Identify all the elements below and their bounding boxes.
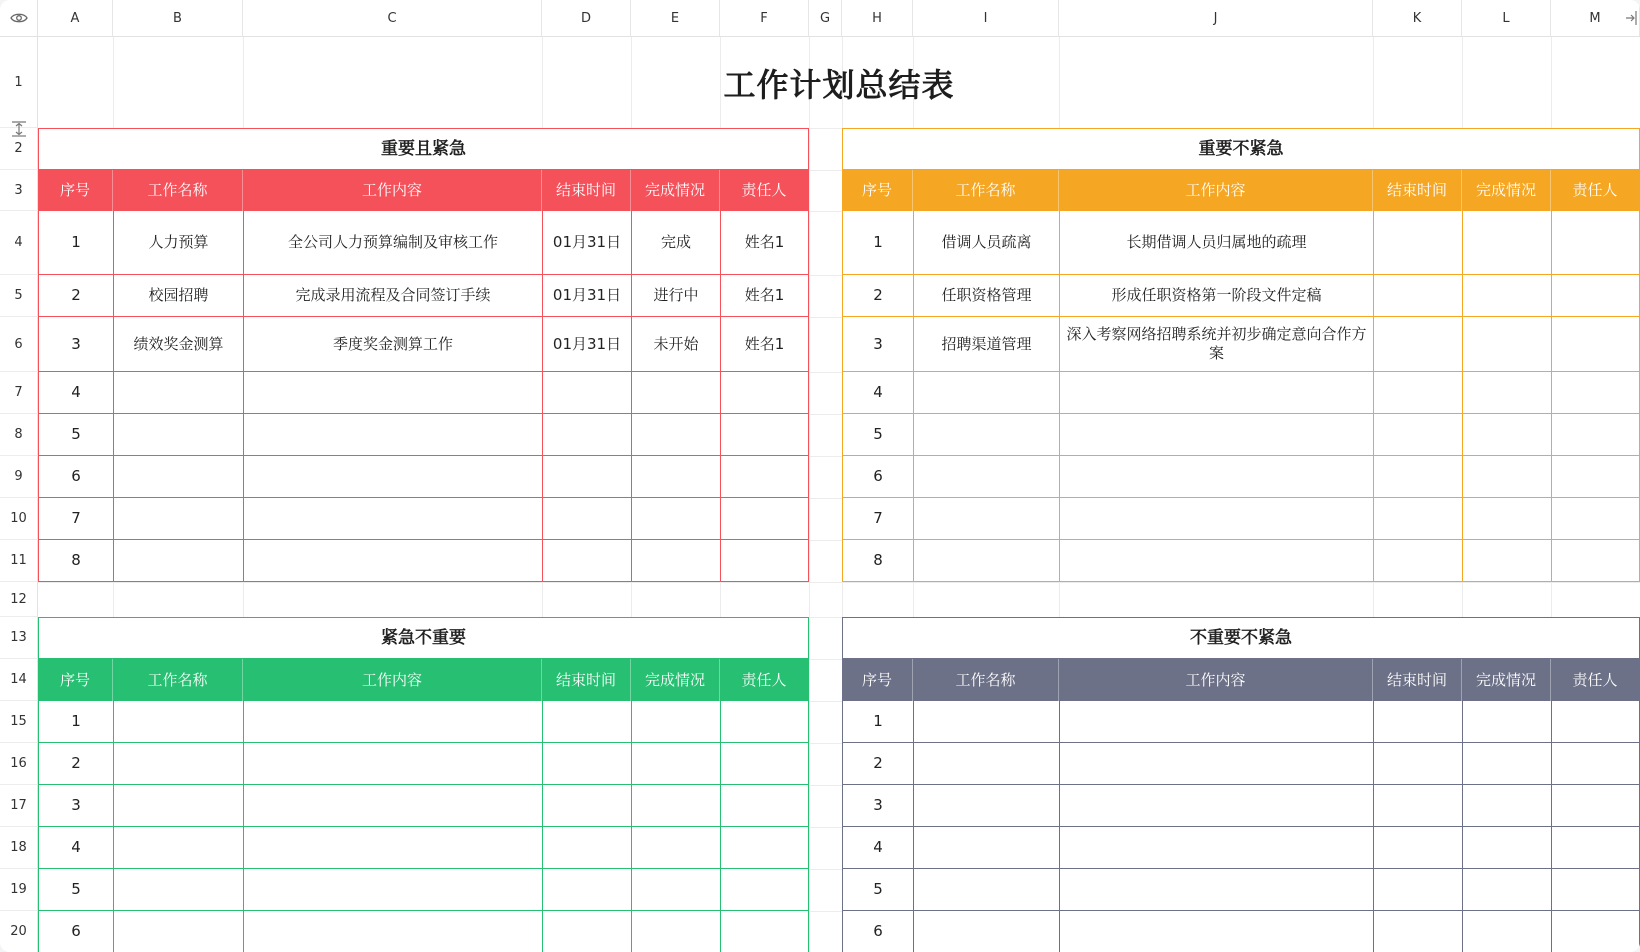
table-cell[interactable]: [1462, 275, 1551, 317]
table-cell[interactable]: [1373, 701, 1462, 743]
header-cell[interactable]: 责任人: [720, 659, 809, 701]
table-cell[interactable]: [542, 456, 631, 498]
table-cell[interactable]: [113, 414, 243, 456]
column-header-B[interactable]: B: [113, 0, 243, 37]
table-cell[interactable]: [1462, 911, 1551, 952]
table-cell[interactable]: [631, 743, 720, 785]
table-cell[interactable]: [1462, 317, 1551, 372]
header-cell[interactable]: 责任人: [1551, 659, 1640, 701]
quadrant-border-left: [842, 659, 843, 952]
row-header-2[interactable]: 2: [0, 128, 38, 170]
table-cell[interactable]: [243, 414, 542, 456]
table-cell[interactable]: [542, 498, 631, 540]
table-cell[interactable]: [243, 869, 542, 911]
select-all-corner[interactable]: [0, 0, 38, 37]
table-cell[interactable]: [243, 540, 542, 582]
table-cell[interactable]: [113, 785, 243, 827]
row-header-10[interactable]: 10: [0, 498, 38, 540]
table-cell[interactable]: [1462, 540, 1551, 582]
header-cell[interactable]: 结束时间: [542, 170, 631, 211]
quadrant-title[interactable]: 紧急不重要: [38, 617, 809, 659]
table-cell[interactable]: [913, 456, 1059, 498]
table-cell[interactable]: [720, 540, 809, 582]
table-cell[interactable]: 形成任职资格第一阶段文件定稿: [1059, 275, 1373, 317]
table-cell[interactable]: [243, 701, 542, 743]
table-cell[interactable]: [631, 498, 720, 540]
table-cell[interactable]: [631, 456, 720, 498]
table-cell[interactable]: [720, 911, 809, 952]
sheet-title[interactable]: 工作计划总结表: [723, 65, 955, 104]
table-cell[interactable]: [720, 414, 809, 456]
table-cell[interactable]: [1059, 372, 1373, 414]
table-cell[interactable]: [1462, 211, 1551, 275]
table-cell[interactable]: [720, 743, 809, 785]
header-cell[interactable]: 工作内容: [243, 170, 542, 211]
table-cell[interactable]: [1059, 743, 1373, 785]
table-cell[interactable]: 3: [842, 317, 913, 372]
table-cell[interactable]: [1373, 911, 1462, 952]
table-cell[interactable]: [243, 456, 542, 498]
header-cell[interactable]: 序号: [842, 659, 913, 701]
table-cell[interactable]: 人力预算: [113, 211, 243, 275]
table-cell[interactable]: [1373, 414, 1462, 456]
table-cell[interactable]: 2: [842, 743, 913, 785]
quadrant-border-right: [808, 659, 809, 952]
table-cell[interactable]: [1373, 869, 1462, 911]
table-cell[interactable]: [913, 498, 1059, 540]
table-cell[interactable]: [113, 911, 243, 952]
header-cell[interactable]: 责任人: [720, 170, 809, 211]
table-cell[interactable]: [913, 827, 1059, 869]
table-cell[interactable]: [1373, 275, 1462, 317]
table-cell[interactable]: [113, 540, 243, 582]
table-cell[interactable]: 2: [38, 275, 113, 317]
table-cell[interactable]: 4: [842, 372, 913, 414]
table-cell[interactable]: 5: [842, 869, 913, 911]
table-cell[interactable]: 全公司人力预算编制及审核工作: [243, 211, 542, 275]
row-header-11[interactable]: 11: [0, 540, 38, 582]
table-cell[interactable]: [631, 911, 720, 952]
header-cell[interactable]: 完成情况: [631, 170, 720, 211]
table-cell[interactable]: 校园招聘: [113, 275, 243, 317]
table-cell[interactable]: [913, 911, 1059, 952]
table-cell[interactable]: [113, 743, 243, 785]
table-cell[interactable]: [1551, 869, 1640, 911]
table-cell[interactable]: [113, 498, 243, 540]
table-cell[interactable]: 1: [38, 211, 113, 275]
table-cell[interactable]: 姓名1: [720, 275, 809, 317]
table-cell[interactable]: 季度奖金测算工作: [243, 317, 542, 372]
header-cell[interactable]: 工作名称: [113, 659, 243, 701]
row-header-12[interactable]: 12: [0, 582, 38, 617]
header-cell[interactable]: 工作名称: [913, 170, 1059, 211]
header-cell[interactable]: 完成情况: [1462, 659, 1551, 701]
table-cell[interactable]: [1462, 827, 1551, 869]
quadrant-border-right: [808, 170, 809, 582]
table-cell[interactable]: [1059, 414, 1373, 456]
table-cell[interactable]: [1462, 498, 1551, 540]
table-cell[interactable]: [1373, 456, 1462, 498]
table-cell[interactable]: [720, 869, 809, 911]
table-cell[interactable]: [113, 827, 243, 869]
table-cell[interactable]: [631, 785, 720, 827]
table-cell[interactable]: [720, 785, 809, 827]
row-header-16[interactable]: 16: [0, 743, 38, 785]
row-header-9[interactable]: 9: [0, 456, 38, 498]
table-cell[interactable]: [1551, 456, 1640, 498]
table-cell[interactable]: [1059, 869, 1373, 911]
table-cell[interactable]: [913, 372, 1059, 414]
table-cell[interactable]: [1551, 911, 1640, 952]
table-cell[interactable]: [631, 701, 720, 743]
table-cell[interactable]: [913, 785, 1059, 827]
table-cell[interactable]: 借调人员疏离: [913, 211, 1059, 275]
grid-row-line: [38, 582, 1640, 583]
table-cell[interactable]: [1551, 743, 1640, 785]
table-cell[interactable]: [1462, 456, 1551, 498]
table-cell[interactable]: [913, 743, 1059, 785]
table-cell[interactable]: [243, 785, 542, 827]
table-cell[interactable]: 完成录用流程及合同签订手续: [243, 275, 542, 317]
grid-column-line: [809, 37, 810, 952]
table-cell[interactable]: 任职资格管理: [913, 275, 1059, 317]
table-cell[interactable]: 姓名1: [720, 211, 809, 275]
table-cell[interactable]: 5: [38, 869, 113, 911]
table-cell[interactable]: [1551, 414, 1640, 456]
table-cell[interactable]: [1373, 540, 1462, 582]
table-cell[interactable]: [1551, 827, 1640, 869]
table-cell[interactable]: 8: [38, 540, 113, 582]
header-cell[interactable]: 完成情况: [1462, 170, 1551, 211]
table-cell[interactable]: [113, 701, 243, 743]
table-cell[interactable]: [542, 869, 631, 911]
table-cell[interactable]: [113, 456, 243, 498]
table-cell[interactable]: [1462, 414, 1551, 456]
table-cell[interactable]: [1551, 211, 1640, 275]
row-header-17[interactable]: 17: [0, 785, 38, 827]
column-header-E[interactable]: E: [631, 0, 720, 37]
table-cell[interactable]: [542, 785, 631, 827]
table-cell[interactable]: [631, 540, 720, 582]
table-cell[interactable]: [720, 372, 809, 414]
column-header-A[interactable]: A: [38, 0, 113, 37]
row-header-3[interactable]: 3: [0, 170, 38, 211]
eye-icon[interactable]: [10, 12, 28, 24]
row-header-6[interactable]: 6: [0, 317, 38, 372]
quadrant-title[interactable]: 重要且紧急: [38, 128, 809, 170]
row-header-14[interactable]: 14: [0, 659, 38, 701]
table-cell[interactable]: [1373, 785, 1462, 827]
column-header-F[interactable]: F: [720, 0, 809, 37]
table-cell[interactable]: [243, 743, 542, 785]
table-cell[interactable]: 1: [842, 701, 913, 743]
table-cell[interactable]: 4: [842, 827, 913, 869]
table-cell[interactable]: [1551, 372, 1640, 414]
column-header-C[interactable]: C: [243, 0, 542, 37]
table-cell[interactable]: [1059, 456, 1373, 498]
table-cell[interactable]: [1373, 211, 1462, 275]
table-cell[interactable]: [542, 911, 631, 952]
header-cell[interactable]: 工作名称: [913, 659, 1059, 701]
table-cell[interactable]: [1551, 498, 1640, 540]
table-cell[interactable]: [542, 827, 631, 869]
table-cell[interactable]: [1462, 869, 1551, 911]
row-header-15[interactable]: 15: [0, 701, 38, 743]
table-cell[interactable]: [542, 743, 631, 785]
column-header-J[interactable]: J: [1059, 0, 1373, 37]
column-header-L[interactable]: L: [1462, 0, 1551, 37]
table-cell[interactable]: [631, 827, 720, 869]
table-cell[interactable]: [1551, 317, 1640, 372]
table-cell[interactable]: 进行中: [631, 275, 720, 317]
quadrant-title[interactable]: 重要不紧急: [842, 128, 1640, 170]
table-cell[interactable]: [913, 414, 1059, 456]
row-header-8[interactable]: 8: [0, 414, 38, 456]
table-cell[interactable]: [1059, 540, 1373, 582]
table-cell[interactable]: [1551, 275, 1640, 317]
table-cell[interactable]: 5: [842, 414, 913, 456]
table-cell[interactable]: 2: [38, 743, 113, 785]
table-cell[interactable]: 01月31日: [542, 211, 631, 275]
column-header-M[interactable]: M: [1551, 0, 1640, 37]
header-cell[interactable]: 工作名称: [113, 170, 243, 211]
table-cell[interactable]: [720, 701, 809, 743]
table-cell[interactable]: 6: [842, 456, 913, 498]
table-cell[interactable]: 4: [38, 372, 113, 414]
row-header-4[interactable]: 4: [0, 211, 38, 275]
table-cell[interactable]: [542, 372, 631, 414]
table-cell[interactable]: [1462, 785, 1551, 827]
row-header-5[interactable]: 5: [0, 275, 38, 317]
quadrant-title[interactable]: 不重要不紧急: [842, 617, 1640, 659]
table-cell[interactable]: [243, 498, 542, 540]
table-cell[interactable]: [113, 869, 243, 911]
table-cell[interactable]: [243, 372, 542, 414]
table-cell[interactable]: 姓名1: [720, 317, 809, 372]
table-cell[interactable]: [1551, 701, 1640, 743]
table-cell[interactable]: 3: [38, 785, 113, 827]
table-cell[interactable]: [631, 869, 720, 911]
table-cell[interactable]: 1: [38, 701, 113, 743]
table-cell[interactable]: 4: [38, 827, 113, 869]
column-header-G[interactable]: G: [809, 0, 842, 37]
table-cell[interactable]: 6: [842, 911, 913, 952]
table-cell[interactable]: [243, 911, 542, 952]
row-resize-icon[interactable]: [10, 121, 28, 137]
quadrant-border-left: [38, 170, 39, 582]
table-cell[interactable]: 6: [38, 456, 113, 498]
table-cell[interactable]: [1059, 911, 1373, 952]
table-cell[interactable]: [1462, 372, 1551, 414]
table-cell[interactable]: 未开始: [631, 317, 720, 372]
table-cell[interactable]: [720, 827, 809, 869]
table-cell[interactable]: 招聘渠道管理: [913, 317, 1059, 372]
table-cell[interactable]: [631, 414, 720, 456]
table-cell[interactable]: [913, 869, 1059, 911]
table-cell[interactable]: 7: [842, 498, 913, 540]
header-cell[interactable]: 工作内容: [1059, 170, 1373, 211]
table-cell[interactable]: [1373, 743, 1462, 785]
header-cell[interactable]: 责任人: [1551, 170, 1640, 211]
column-header-H[interactable]: H: [842, 0, 913, 37]
table-cell[interactable]: [913, 540, 1059, 582]
row-header-13[interactable]: 13: [0, 617, 38, 659]
table-cell[interactable]: [1551, 785, 1640, 827]
table-cell[interactable]: 1: [842, 211, 913, 275]
header-cell[interactable]: 序号: [38, 170, 113, 211]
table-cell[interactable]: 5: [38, 414, 113, 456]
row-header-18[interactable]: 18: [0, 827, 38, 869]
table-cell[interactable]: 6: [38, 911, 113, 952]
table-cell[interactable]: [542, 540, 631, 582]
table-cell[interactable]: [631, 372, 720, 414]
column-header-I[interactable]: I: [913, 0, 1059, 37]
table-cell[interactable]: [1373, 317, 1462, 372]
table-cell[interactable]: [720, 498, 809, 540]
table-cell[interactable]: [1373, 827, 1462, 869]
table-cell[interactable]: [1059, 785, 1373, 827]
header-cell[interactable]: 工作内容: [243, 659, 542, 701]
table-cell[interactable]: [542, 414, 631, 456]
header-cell[interactable]: 结束时间: [1373, 659, 1462, 701]
table-cell[interactable]: [913, 701, 1059, 743]
table-cell[interactable]: 8: [842, 540, 913, 582]
quadrant-border-left: [38, 659, 39, 952]
row-header-7[interactable]: 7: [0, 372, 38, 414]
table-cell[interactable]: 3: [38, 317, 113, 372]
quadrant-border-left: [842, 170, 843, 582]
row-header-20[interactable]: 20: [0, 911, 38, 952]
header-cell[interactable]: 结束时间: [542, 659, 631, 701]
table-cell[interactable]: [720, 456, 809, 498]
column-header-K[interactable]: K: [1373, 0, 1462, 37]
table-cell[interactable]: 完成: [631, 211, 720, 275]
table-cell[interactable]: [1462, 743, 1551, 785]
header-cell[interactable]: 工作内容: [1059, 659, 1373, 701]
row-header-19[interactable]: 19: [0, 869, 38, 911]
header-cell[interactable]: 序号: [842, 170, 913, 211]
table-cell[interactable]: [542, 701, 631, 743]
table-cell[interactable]: 2: [842, 275, 913, 317]
table-cell[interactable]: [1373, 372, 1462, 414]
table-cell[interactable]: 绩效奖金测算: [113, 317, 243, 372]
header-cell[interactable]: 序号: [38, 659, 113, 701]
table-cell[interactable]: [1059, 498, 1373, 540]
table-cell[interactable]: 01月31日: [542, 275, 631, 317]
table-cell[interactable]: 3: [842, 785, 913, 827]
table-cell[interactable]: [113, 372, 243, 414]
table-cell[interactable]: [1373, 498, 1462, 540]
column-header-D[interactable]: D: [542, 0, 631, 37]
table-cell[interactable]: [1059, 701, 1373, 743]
table-cell[interactable]: [1059, 827, 1373, 869]
row-header-1[interactable]: 1: [0, 37, 38, 128]
table-cell[interactable]: [1462, 701, 1551, 743]
expand-icon[interactable]: [1624, 10, 1638, 26]
header-cell[interactable]: 完成情况: [631, 659, 720, 701]
table-cell[interactable]: 长期借调人员归属地的疏理: [1059, 211, 1373, 275]
table-cell[interactable]: 深入考察网络招聘系统并初步确定意向合作方案: [1059, 317, 1373, 372]
table-cell[interactable]: [243, 827, 542, 869]
table-cell[interactable]: 01月31日: [542, 317, 631, 372]
table-cell[interactable]: [1551, 540, 1640, 582]
header-cell[interactable]: 结束时间: [1373, 170, 1462, 211]
table-cell[interactable]: 7: [38, 498, 113, 540]
